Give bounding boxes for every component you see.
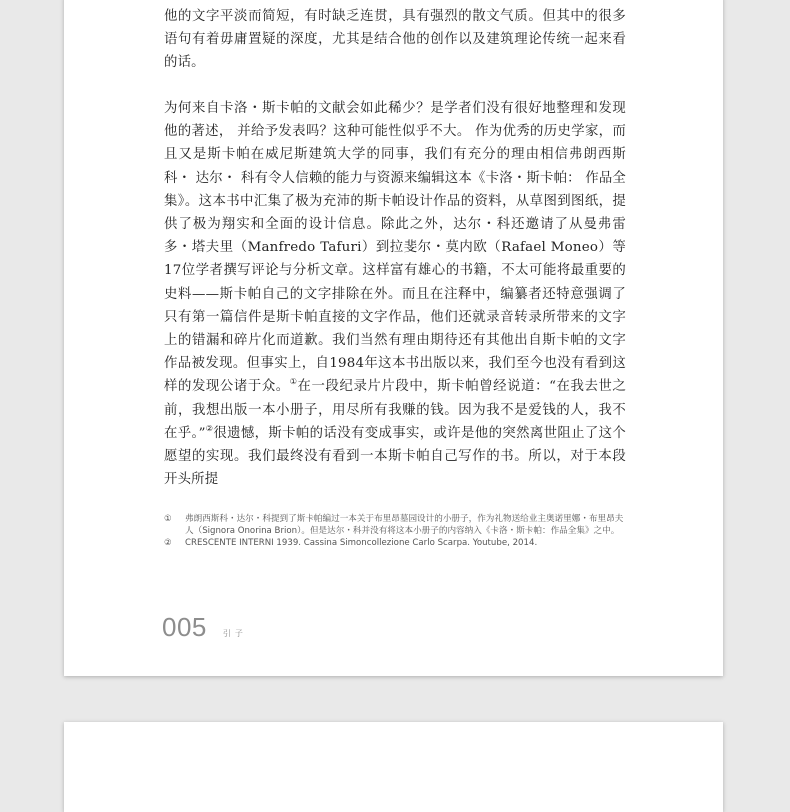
footnote-mark: ② <box>164 538 172 548</box>
next-page <box>64 722 723 812</box>
book-page <box>64 0 723 676</box>
page-footer <box>162 612 247 643</box>
paragraph-text-part-3: 很遗憾，斯卡帕的话没有变成事实，或许是他的突然离世阻止了这个愿望的实现。我们最终没有看到一本斯卡帕自己写作的书。所以，对于本段开头所提 <box>164 425 627 488</box>
section-label: 引子 <box>222 629 247 638</box>
paragraph-text-part-2: 在一段纪录片片段中，斯卡帕曾经说道：“在我去世之前，我想出版一本小册子，用尽所有我赚的钱。因为我不是爱钱的人，我不在乎。” <box>164 379 626 441</box>
footnote-mark: ① <box>164 514 172 524</box>
body-paragraph-2 <box>164 97 626 491</box>
footnote-reference-2[interactable]: ② <box>205 423 214 433</box>
footnote <box>164 513 626 537</box>
paragraph-text-part-1: 为何来自卡洛・斯卡帕的文献会如此稀少？是学者们没有很好地整理和发现他的著述， 并给予发表吗？这种可能性似乎不大。 作为优秀的历史学家，而且又是斯卡帕在威尼斯建筑大学的同事，我们有充分的理由相信弗朗西斯科・ 达尔・ 科有令人信赖的能力与资源来编辑这本《卡洛・斯卡帕： 作品全集》。这本书中汇集了极为充沛的斯卡帕设计作品的资料，从草图到图纸，提供了极为翔实和全面的设计信息。除此之外，达尔・科还邀请了从曼弗雷多・塔夫里（Manfredo Tafuri）到拉斐尔・莫内欧（Rafael Moneo）等17位学者撰写评论与分析文章。这样富有雄心的书籍，不太可能将最重要的史料——斯卡帕自己的文字排除在外。而且在注释中，编纂者还特意强调了只有第一篇信件是斯卡帕直接的文字作品，他们还就录音转录所带来的文字上的错漏和碎片化而道歉。我们当然有理由期待还有其他出自斯卡帕的文字作品被发现。但事实上，自1984年这本书出版以来，我们至今也没有看到这样的发现公诸于众。 <box>164 101 626 395</box>
body-paragraph-1: 他的文字平淡而简短，有时缺乏连贯，具有强烈的散文气质。但其中的很多语句有着毋庸置疑的深度，尤其是结合他的创作以及建筑理论传统一起来看的话。 <box>164 9 626 71</box>
page-number: 005 <box>162 612 207 642</box>
footnote-reference-1[interactable]: ① <box>289 377 298 387</box>
footnote-text: 弗朗西斯科・达尔・科提到了斯卡帕编过一本关于布里昂墓园设计的小册子，作为礼物送给业主奥诺里娜・布里昂夫人（Signora Onorina Brion）。但是达尔・科并没有将这本小册子的内容纳入《卡洛・斯卡帕：作品全集》之中。 <box>185 514 624 536</box>
footnotes <box>164 513 626 549</box>
footnote-text: CRESCENTE INTERNI 1939. Cassina Simoncollezione Carlo Scarpa. Youtube, 2014. <box>185 538 538 548</box>
footnote <box>164 537 626 549</box>
